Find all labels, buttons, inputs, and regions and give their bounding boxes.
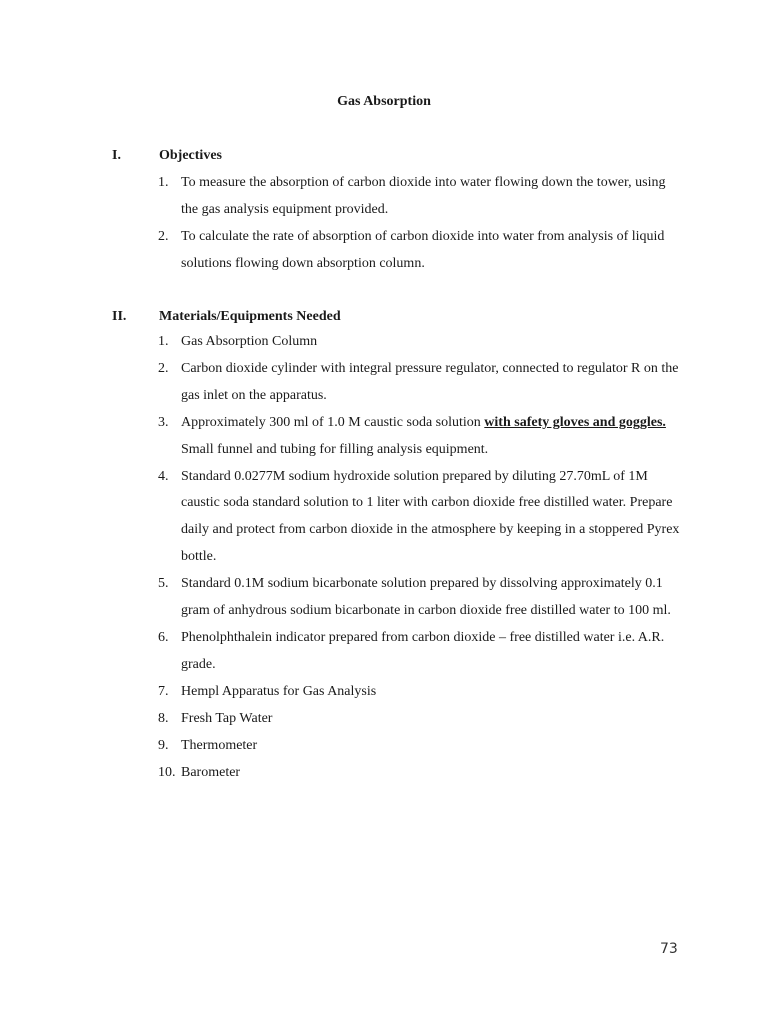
list-item-number: 4. bbox=[158, 468, 169, 484]
list-item-text: Standard 0.0277M sodium hydroxide solution prepared by diluting 27.70mL of 1M caustic soda standard solution to 1 liter with carbon dioxide free distilled water. Prepare daily and protect from carbon dioxide in the atmosphere by keeping in a stoppered Pyrex bottle. bbox=[181, 468, 680, 565]
list-item-text-after: Small funnel and tubing for filling analysis equipment. bbox=[181, 441, 489, 457]
list-item-number: 1. bbox=[158, 334, 169, 349]
section-number: II. bbox=[112, 309, 127, 324]
list-item-number: 9. bbox=[158, 737, 169, 753]
list-item-text: Phenolphthalein indicator prepared from carbon dioxide – free distilled water i.e. A.R. grade. bbox=[181, 629, 665, 672]
list-item bbox=[0, 224, 768, 278]
list-item-number: 2. bbox=[158, 228, 169, 244]
list-item bbox=[0, 625, 768, 679]
list-item bbox=[0, 356, 768, 410]
list-item-number: 3. bbox=[158, 414, 169, 430]
list-item-text: Hempl Apparatus for Gas Analysis bbox=[181, 683, 377, 699]
document-title: Gas Absorption bbox=[337, 94, 431, 109]
list-item bbox=[0, 464, 768, 572]
list-item bbox=[0, 706, 768, 733]
list-item-text: Fresh Tap Water bbox=[181, 710, 273, 726]
section-title: Objectives bbox=[159, 148, 222, 163]
list-item-text: Barometer bbox=[181, 764, 241, 780]
list-item-text: Thermometer bbox=[181, 737, 258, 753]
materials-list bbox=[0, 329, 768, 786]
list-item-number: 10. bbox=[158, 764, 176, 780]
list-item-text: Carbon dioxide cylinder with integral pressure regulator, connected to regulator R on the gas inlet on the apparatus. bbox=[181, 360, 679, 403]
list-item bbox=[0, 571, 768, 625]
list-item bbox=[0, 329, 768, 356]
list-item-text: Gas Absorption Column bbox=[181, 334, 318, 349]
page-number: 73 bbox=[660, 941, 678, 957]
list-item bbox=[0, 170, 768, 224]
list-item-text-before: Approximately 300 ml of 1.0 M caustic soda solution bbox=[181, 414, 485, 430]
list-item-text: Standard 0.1M sodium bicarbonate solution prepared by dissolving approximately 0.1 gram of anhydrous sodium bicarbonate in carbon dioxide free distilled water to 100 ml. bbox=[181, 576, 671, 619]
list-item bbox=[0, 733, 768, 760]
section-number: I. bbox=[112, 148, 121, 163]
safety-emphasis: with safety gloves and goggles. bbox=[484, 414, 666, 430]
list-item-text: To calculate the rate of absorption of carbon dioxide into water from analysis of liquid solutions flowing down absorption column. bbox=[181, 228, 665, 271]
section-title: Materials/Equipments Needed bbox=[159, 309, 341, 324]
list-item-number: 2. bbox=[158, 360, 169, 376]
list-item-number: 8. bbox=[158, 710, 169, 726]
objectives-list bbox=[0, 170, 768, 278]
list-item-text: To measure the absorption of carbon dioxide into water flowing down the tower, using the gas analysis equipment provided. bbox=[181, 175, 666, 217]
list-item-number: 5. bbox=[158, 576, 169, 592]
list-item-number: 1. bbox=[158, 175, 169, 190]
list-item bbox=[0, 679, 768, 706]
list-item-text bbox=[181, 410, 681, 464]
list-item bbox=[0, 410, 768, 464]
list-item bbox=[0, 760, 768, 787]
list-item-number: 7. bbox=[158, 683, 169, 699]
list-item-number: 6. bbox=[158, 629, 169, 645]
